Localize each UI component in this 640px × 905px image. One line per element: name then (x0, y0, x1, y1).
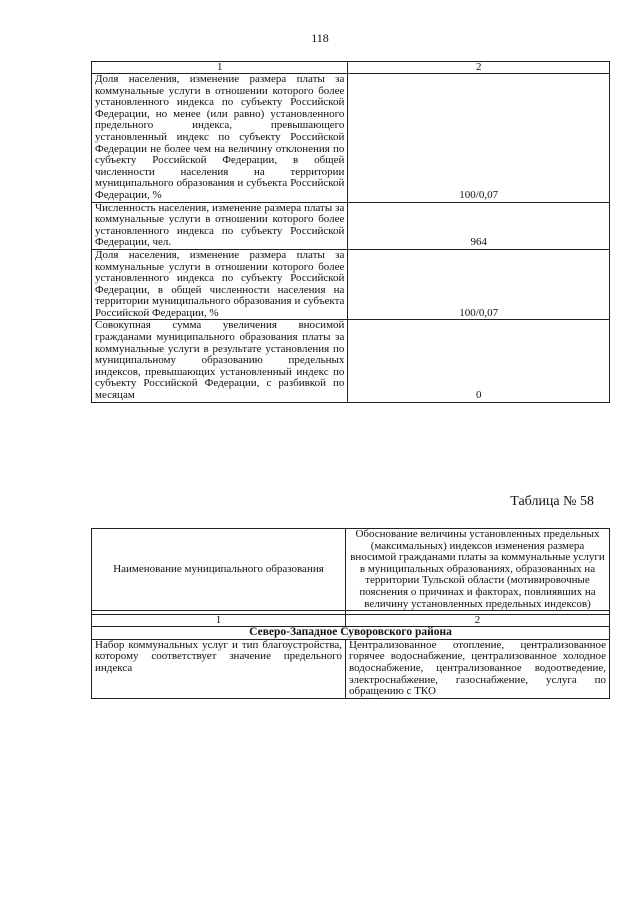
table-caption: Таблица № 58 (510, 494, 594, 509)
table-row (92, 320, 610, 402)
page-number: 118 (311, 31, 329, 45)
column-number-2: 2 (346, 615, 610, 627)
header-justification: Обоснование величины установленных предельных (максимальных) индексов изменения размера вносимой гражданами платы за коммунальные услуги в муниципальных образованиях, образованных на территории Тульской области (мотивировочные пояснения о причинах и факторах, повлиявших на величину установленных предельных индексов) (346, 529, 610, 611)
region-row (92, 627, 610, 640)
table-row (92, 202, 610, 249)
header-municipality: Наименование муниципального образования (92, 529, 346, 611)
column-number-row (92, 615, 610, 627)
indicators-table (91, 61, 610, 403)
row-label: Набор коммунальных услуг и тип благоустройства, которому соответствует значение предельного индекса (92, 639, 346, 698)
row-label: Численность населения, изменение размера платы за коммунальные услуги в отношении которого более установленного индекса по субъекту Российской Федерации, чел. (92, 202, 348, 249)
row-value: 100/0,07 (348, 249, 610, 320)
row-label: Совокупная сумма увеличения вносимой гражданами муниципального образования платы за коммунальные услуги в результате установления по муниципальному образованию предельных индексов, превышающих установленный индекс по субъекту Российской Федерации, с разбивкой по месяцам (92, 320, 348, 402)
justification-table (91, 528, 610, 699)
column-number-2: 2 (348, 62, 610, 74)
row-label: Доля населения, изменение размера платы за коммунальные услуги в отношении которого более установленного индекса по субъекту Российской Федерации, но менее (или равно) установленного предельного индекса, превышающего установленный индекс по субъекту Российской Федерации не более чем на величину отклонения по субъекту Российской Федерации, в общей численности населения на территории муниципального образования и субъекта Российской Федерации, % (92, 74, 348, 203)
table-row (92, 74, 610, 203)
row-value: 100/0,07 (348, 74, 610, 203)
table-row (92, 249, 610, 320)
table-header-row (92, 62, 610, 74)
region-name: Северо-Западное Суворовского района (92, 627, 610, 640)
row-value: Централизованное отопление, централизованное горячее водоснабжение, централизованное холодное водоснабжение, централизованное водоотведение, электроснабжение, газоснабжение, услуга по обращению с ТКО (346, 639, 610, 698)
row-value: 0 (348, 320, 610, 402)
column-number-1: 1 (92, 615, 346, 627)
row-value: 964 (348, 202, 610, 249)
table-row (92, 639, 610, 698)
row-label: Доля населения, изменение размера платы за коммунальные услуги в отношении которого более установленного индекса по субъекту Российской Федерации, в общей численности населения на территории муниципального образования и субъекта Российской Федерации, % (92, 249, 348, 320)
table-header-row (92, 529, 610, 611)
column-number-1: 1 (92, 62, 348, 74)
